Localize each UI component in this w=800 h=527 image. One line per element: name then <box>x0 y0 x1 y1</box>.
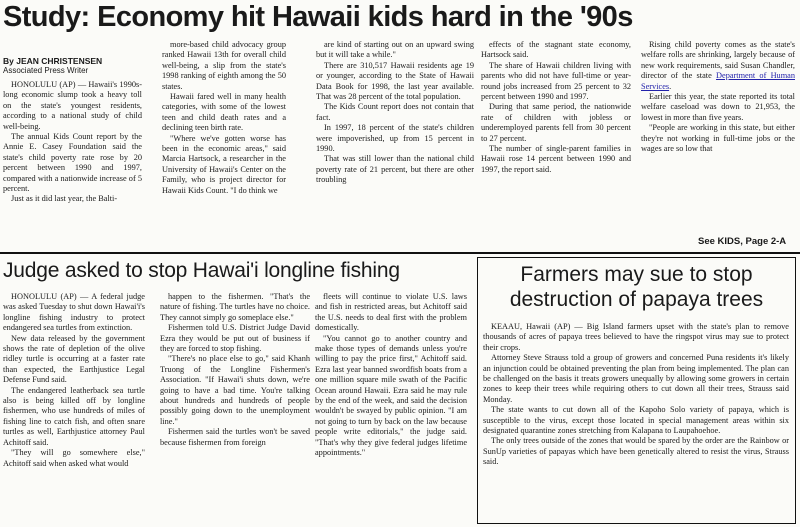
study-paragraph: "Where we've gotten worse has been in the economic areas," said Marcia Hartsock, a researcher in the University of Hawaii's Center on the Family, who is project director for Hawaii Kids Count. "I do think we <box>162 133 286 195</box>
longline-paragraph: "There's no place else to go," said Khanh Truong of the Longline Fishermen's Association. "If Hawai'i shuts down, we're going to have a bad time. You're talking about hundreds and hundreds of people possibly going down to the unemployment line." <box>160 354 310 426</box>
study-column-4 <box>481 40 631 248</box>
jump-line: See KIDS, Page 2-A <box>698 236 787 247</box>
study-paragraph: Earlier this year, the state reported its total welfare caseload was down to 21,953, the lowest in more than five years. <box>641 92 795 122</box>
study-column-2 <box>162 40 286 248</box>
study-paragraph <box>641 40 795 92</box>
study-paragraph: Just as it did last year, the Balti- <box>11 194 118 204</box>
study-paragraph: "People are working in this state, but either they're not working in full-time jobs or the wages are so low that <box>641 123 795 154</box>
study-paragraph: more-based child advocacy group ranked Hawaii 13th for overall child well-being, a slip from the state's 1998 ranking of eighth among the 50 states. <box>162 40 286 91</box>
byline-name: By JEAN CHRISTENSEN <box>3 56 103 66</box>
study-column-3 <box>316 40 474 248</box>
study-text: Rising child poverty comes as the state's welfare rolls are shrinking, largely because of new work requirements, said Susan Chandler, director of the state <box>641 40 795 81</box>
longline-paragraph: The endangered leatherback sea turtle also is being killed off by longline fishermen, who use hundreds of miles of fishing line to catch fish, and often snare turtles as well, Earthjustice attorney Paul Achitoff said. <box>3 385 145 447</box>
byline <box>3 56 102 76</box>
study-paragraph: are kind of starting out on an upward swing but it will take a while." <box>316 40 474 60</box>
papaya-headline-line-2: destruction of papaya trees <box>509 288 764 311</box>
study-paragraph: There are 310,517 Hawaii residents age 19 or younger, according to the State of Hawaii Data Book for 1998, the last year available. That was 28 percent of the total population. <box>316 60 474 102</box>
divider <box>0 252 800 254</box>
longline-column-2 <box>160 292 310 524</box>
longline-paragraph: "You cannot go to another country and make those types of demands unless you're willing to pay the price first," Achitoff said. Ezra last year banned swordfish boats from a one million square mile swath of the Pacific Ocean around Hawaii. Ezra said he may rule by the end of the week, and said the decision wouldn't be swayed by public opinion. "I am not going to turn by back on the law because people write editorials," the judge said. "That's why they give federal judges lifetime appointments." <box>315 333 467 458</box>
papaya-paragraph: The state wants to cut down all of the Kapoho Solo variety of papaya, which is susceptible to the virus, except those located in special management areas within six designated quarantine zones stretching from Kalapana to Laupahoehoe. <box>483 405 789 436</box>
longline-headline: Judge asked to stop Hawai'i longline fishing <box>3 259 400 282</box>
study-column-5 <box>641 40 795 240</box>
longline-column-3 <box>315 292 467 524</box>
papaya-headline-line-1: Farmers may sue to stop <box>520 263 753 286</box>
study-paragraph: HONOLULU (AP) — Hawaii's 1990s-long economic slump took a heavy toll on the state's youngest residents, according to a national study of child well-being. <box>3 80 142 131</box>
papaya-headline <box>478 262 795 312</box>
byline-role: Associated Press Writer <box>3 66 89 75</box>
study-paragraph: During that same period, the nationwide rate of children with jobless or underemployed parents fell from 30 percent to 27 percent. <box>481 102 631 143</box>
longline-paragraph: New data released by the government shows the rate of depletion of the olive ridley turtle is occurring at a faster rate than expected, the Earthjustice Legal Defense Fund said. <box>3 333 145 385</box>
longline-column-1 <box>3 292 145 524</box>
study-headline: Study: Economy hit Hawaii kids hard in the '90s <box>3 1 633 33</box>
study-paragraph: The share of Hawaii children living with parents who did not have full-time or year-round jobs increased from 25 percent to 32 percent between 1990 and 1997. <box>481 60 631 102</box>
study-text: . <box>669 81 672 91</box>
papaya-paragraph: Attorney Steve Strauss told a group of growers and concerned Puna residents it's likely an injunction could be obtained preventing the plan from being implemented. The plan can be challenged on the basis it treats growers unequally by allowing some growers in certain zones to keep their trees while requiring others to cut down all their trees, Strauss said Monday. <box>483 353 789 404</box>
longline-paragraph: Fishermen said the turtles won't be saved because fishermen from foreign <box>160 427 310 447</box>
study-paragraph: Hawaii fared well in many health categories, with some of the lowest teen and child death rates and a declining teen birth rate. <box>162 92 286 133</box>
longline-paragraph: "They will go somewhere else," Achitoff said when asked what would <box>3 448 145 468</box>
dhs-link[interactable]: Department of Human Services <box>641 71 795 91</box>
longline-paragraph: happen to the fishermen. "That's the nature of fishing. The turtles have no choice. They cannot simply go someplace else." <box>160 292 310 322</box>
longline-paragraph: fleets will continue to violate U.S. laws and fish in restricted areas, but Achitoff said the U.S. needs to deal first with the problem domestically. <box>315 292 467 333</box>
longline-paragraph: HONOLULU (AP) — A federal judge was asked Tuesday to shut down Hawai'i's longline fishing industry to protect endangered sea turtles from extinction. <box>3 292 145 333</box>
study-paragraph: The Kids Count report does not contain that fact. <box>316 102 474 122</box>
papaya-body <box>483 322 789 520</box>
longline-paragraph: Fishermen told U.S. District Judge David Ezra they would be put out of business if they are forced to stop fishing. <box>160 323 310 354</box>
study-paragraph: effects of the stagnant state economy, Hartsock said. <box>481 40 631 60</box>
study-paragraph: In 1997, 18 percent of the state's children were impoverished, up from 15 percent in 1990. <box>316 123 474 154</box>
study-paragraph: That was still lower than the national child poverty rate of 21 percent, but there are other troubling <box>316 154 474 185</box>
papaya-box <box>477 257 796 524</box>
study-column-1 <box>3 80 142 248</box>
papaya-paragraph: KEAAU, Hawaii (AP) — Big Island farmers upset with the state's plan to remove thousands of acres of papaya trees believed to have the ringspot virus may sue to protect their crops. <box>483 322 789 352</box>
study-paragraph: The number of single-parent families in Hawaii rose 14 percent between 1990 and 1997, the report said. <box>481 144 631 174</box>
study-paragraph: The annual Kids Count report by the Annie E. Casey Foundation said the state's child poverty rate rose by 20 percent between 1990 and 1997, compared with a nationwide increase of 5 percent. <box>3 132 142 194</box>
papaya-paragraph: The only trees outside of the zones that would be spared by the order are the Rainbow or SunUp varieties of papayas which have been genetically altered to resist the virus, Strauss said. <box>483 436 789 467</box>
